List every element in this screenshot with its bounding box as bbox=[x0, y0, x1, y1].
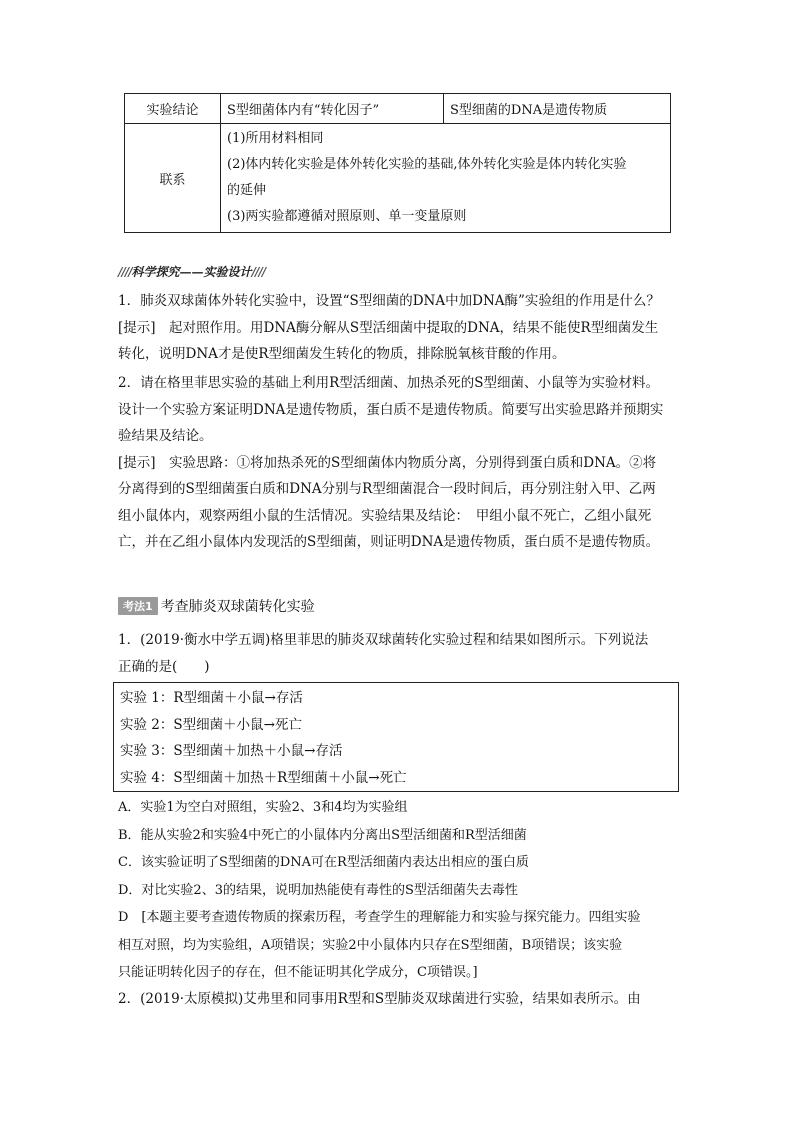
method-title: 考查肺炎双球菌转化实验 bbox=[160, 599, 315, 615]
row-head-relation: 联系 bbox=[125, 124, 221, 233]
table-row bbox=[125, 94, 671, 124]
question-1 bbox=[118, 288, 678, 368]
stem-text: 正确的是( ) bbox=[118, 658, 210, 675]
hint-text: [提示] 起对照作用。用DNA酶分解从S型活细菌中提取的DNA，结果不能使R型细菌发生 bbox=[118, 319, 659, 336]
hint-text: 分离得到的S型细菌蛋白质和DNA分别与R型细菌混合一段时间后，再分别注射入甲、乙两 bbox=[118, 481, 656, 497]
exercise-2-stem: 2．(2019·太原模拟)艾弗里和同事用R型和S型肺炎双球菌进行实验，结果如表所示。由 bbox=[118, 991, 641, 1007]
experiment-line: 实验 1：R型细菌＋小鼠→存活 bbox=[120, 690, 303, 706]
method-heading bbox=[118, 596, 315, 616]
answer-line: 相互对照，均为实验组，A项错误；实验2中小鼠体内只存在S型细菌，B项错误；该实验 bbox=[118, 937, 623, 953]
experiment-line: 实验 3：S型细菌＋加热＋小鼠→存活 bbox=[120, 743, 343, 759]
comparison-table bbox=[124, 93, 671, 233]
hint-text: 组小鼠体内，观察两组小鼠的生活情况。实验结果及结论： 甲组小鼠不死亡，乙组小鼠死 bbox=[118, 507, 652, 524]
question-text: 设计一个实验方案证明DNA是遗传物质，蛋白质不是遗传物质。简要写出实验思路并预期实 bbox=[118, 401, 664, 418]
question-text: 验结果及结论。 bbox=[118, 428, 213, 444]
question-text: 1．肺炎双球菌体外转化实验中，设置“S型细菌的DNA中加DNA酶”实验组的作用是什么？ bbox=[118, 293, 660, 309]
option-b: B．能从实验2和实验4中死亡的小鼠体内分离出S型活细菌和R型活细菌 bbox=[118, 827, 527, 843]
relation-line: 的延伸 bbox=[227, 183, 267, 198]
cell-in-vivo-conclusion: S型细菌体内有“转化因子” bbox=[221, 94, 444, 124]
cell-in-vitro-conclusion: S型细菌的DNA是遗传物质 bbox=[444, 94, 671, 124]
relation-line: (1)所用材料相同 bbox=[227, 131, 324, 146]
hint-text: [提示] 实验思路：①将加热杀死的S型细菌体内物质分离，分别得到蛋白质和DNA。②将 bbox=[118, 454, 657, 471]
section-heading bbox=[118, 263, 265, 280]
answer-explanation bbox=[118, 904, 678, 987]
relation-line: (2)体内转化实验是体外转化实验的基础,体外转化实验是体内转化实验 bbox=[227, 157, 627, 172]
section-title: 科学探究——实验设计 bbox=[131, 265, 252, 279]
hint-text: 转化，说明DNA才是使R型细菌发生转化的物质，排除脱氧核苷酸的作用。 bbox=[118, 346, 566, 362]
stem-text: 1．(2019·衡水中学五调)格里菲思的肺炎双球菌转化实验过程和结果如图所示。下列说法 bbox=[118, 632, 649, 648]
table-row bbox=[125, 124, 671, 233]
option-c: C．该实验证明了S型细菌的DNA可在R型活细菌内表达出相应的蛋白质 bbox=[118, 855, 529, 870]
option-d: D．对比实验2、3的结果，说明加热能使有毒性的S型活细菌失去毒性 bbox=[118, 882, 518, 898]
row-head-conclusion: 实验结论 bbox=[125, 94, 221, 124]
options-list bbox=[118, 794, 678, 904]
hint-text: 亡，并在乙组小鼠体内发现活的S型细菌，则证明DNA是遗传物质，蛋白质不是遗传物质。 bbox=[118, 534, 660, 550]
relation-line: (3)两实验都遵循对照原则、单一变量原则 bbox=[227, 209, 467, 224]
cell-relation bbox=[221, 124, 671, 233]
method-badge: 考法1 bbox=[118, 597, 158, 615]
hatch-decoration: //// bbox=[251, 265, 266, 279]
exercise-1-stem bbox=[118, 627, 678, 680]
question-text: 2．请在格里菲思实验的基础上利用R型活细菌、加热杀死的S型细菌、小鼠等为实验材料。 bbox=[118, 375, 660, 391]
experiment-line: 实验 2：S型细菌＋小鼠→死亡 bbox=[120, 716, 302, 733]
experiment-line: 实验 4：S型细菌＋加热＋R型细菌＋小鼠→死亡 bbox=[120, 769, 407, 786]
question-2 bbox=[118, 370, 678, 556]
option-a: A．实验1为空白对照组，实验2、3和4均为实验组 bbox=[118, 800, 408, 815]
answer-line: D [本题主要考查遗传物质的探索历程，考查学生的理解能力和实验与探究能力。四组实验 bbox=[118, 910, 641, 925]
experiment-box bbox=[113, 682, 679, 792]
answer-line: 只能证明转化因子的存在，但不能证明其化学成分，C项错误。] bbox=[118, 965, 478, 980]
hatch-decoration: //// bbox=[118, 265, 132, 279]
